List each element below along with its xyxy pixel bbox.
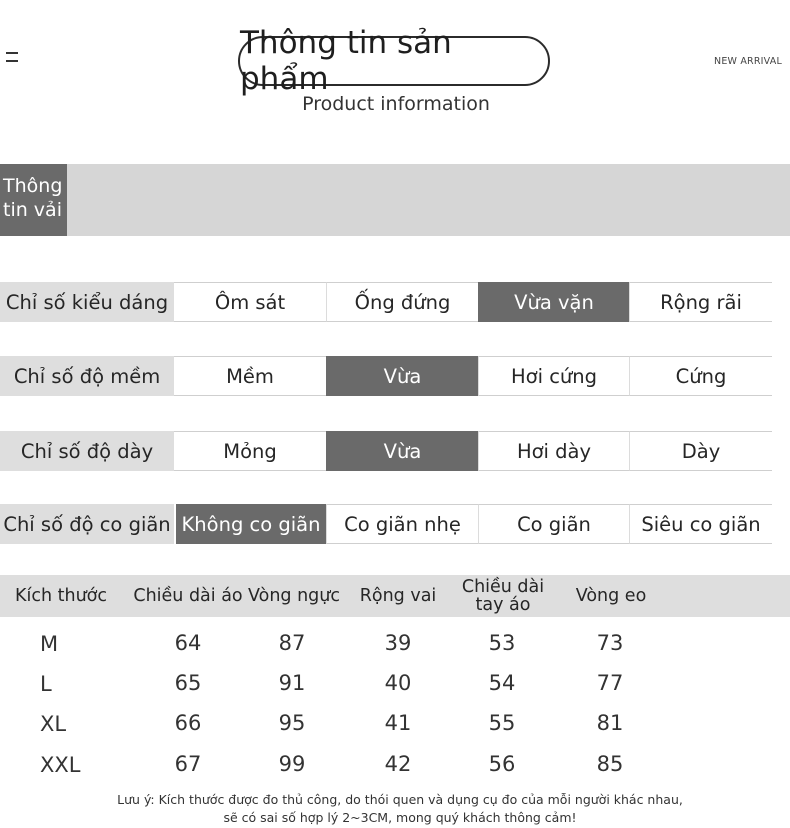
fabric-label-line2: tin vải [3,199,62,221]
table-cell: 56 [488,752,516,776]
menu-icon[interactable] [6,52,18,66]
length-col-header: Chiều dài áo [133,586,243,606]
index-option: Co giãn nhẹ [326,504,478,544]
index-label: Chỉ số độ dày [0,431,174,471]
index-option: Siêu co giãn [629,504,772,544]
table-cell: 85 [596,752,624,776]
index-option: Ôm sát [174,282,326,322]
fabric-label-line1: Thông [3,175,63,197]
size-cell: XXL [40,753,81,777]
index-option: Mỏng [174,431,326,471]
index-row-softness [0,356,772,396]
table-cell: 41 [384,711,412,735]
index-option-selected: Không co giãn [176,504,326,544]
index-label: Chỉ số độ co giãn [0,504,174,544]
index-label: Chỉ số kiểu dáng [0,282,174,322]
note-line1: Lưu ý: Kích thước được đo thủ công, do thói quen và dụng cụ đo của mỗi người khác nhau, [117,792,683,807]
index-option: Mềm [174,356,326,396]
index-option: Ống đứng [326,282,478,322]
page-title: Thông tin sản phẩm [238,36,550,86]
index-option-selected: Vừa [326,356,478,396]
table-cell: 91 [278,671,306,695]
size-cell: XL [40,712,67,736]
size-cell: L [40,672,52,696]
index-row-elasticity [0,504,772,544]
fabric-info-bar [0,164,790,236]
table-cell: 64 [174,631,202,655]
table-cell: 54 [488,671,516,695]
table-cell: 77 [596,671,624,695]
table-cell: 73 [596,631,624,655]
index-option: Co giãn [478,504,629,544]
chest-col-header: Vòng ngực [248,586,340,606]
table-cell: 53 [488,631,516,655]
measurement-note [60,791,740,827]
table-cell: 67 [174,752,202,776]
table-cell: 81 [596,711,624,735]
index-option-selected: Vừa [326,431,478,471]
index-option: Cứng [629,356,772,396]
table-cell: 55 [488,711,516,735]
size-col-header: Kích thước [15,586,107,606]
table-cell: 66 [174,711,202,735]
table-cell: 39 [384,631,412,655]
page-subtitle: Product information [302,93,490,115]
index-option: Rộng rãi [629,282,772,322]
index-row-style [0,282,772,322]
shoulder-col-header: Rộng vai [359,586,437,606]
index-label: Chỉ số độ mềm [0,356,174,396]
new-arrival-tag: NEW ARRIVAL [714,56,782,67]
sleeve-header-line1: Chiều dài [461,577,545,597]
waist-col-header: Vòng eo [575,586,647,606]
sleeve-header-line2: tay áo [475,595,531,615]
table-cell: 95 [278,711,306,735]
index-option: Hơi dày [478,431,629,471]
index-option: Dày [629,431,772,471]
table-cell: 87 [278,631,306,655]
table-cell: 99 [278,752,306,776]
fabric-info-label [0,164,67,236]
table-cell: 65 [174,671,202,695]
table-cell: 40 [384,671,412,695]
note-line2: sẽ có sai số hợp lý 2~3CM, mong quý khách thông cảm! [223,810,577,825]
index-option: Hơi cứng [478,356,629,396]
size-cell: M [40,632,59,656]
sleeve-col-header [452,575,554,617]
table-cell: 42 [384,752,412,776]
index-row-thickness [0,431,772,471]
index-option-selected: Vừa vặn [478,282,629,322]
